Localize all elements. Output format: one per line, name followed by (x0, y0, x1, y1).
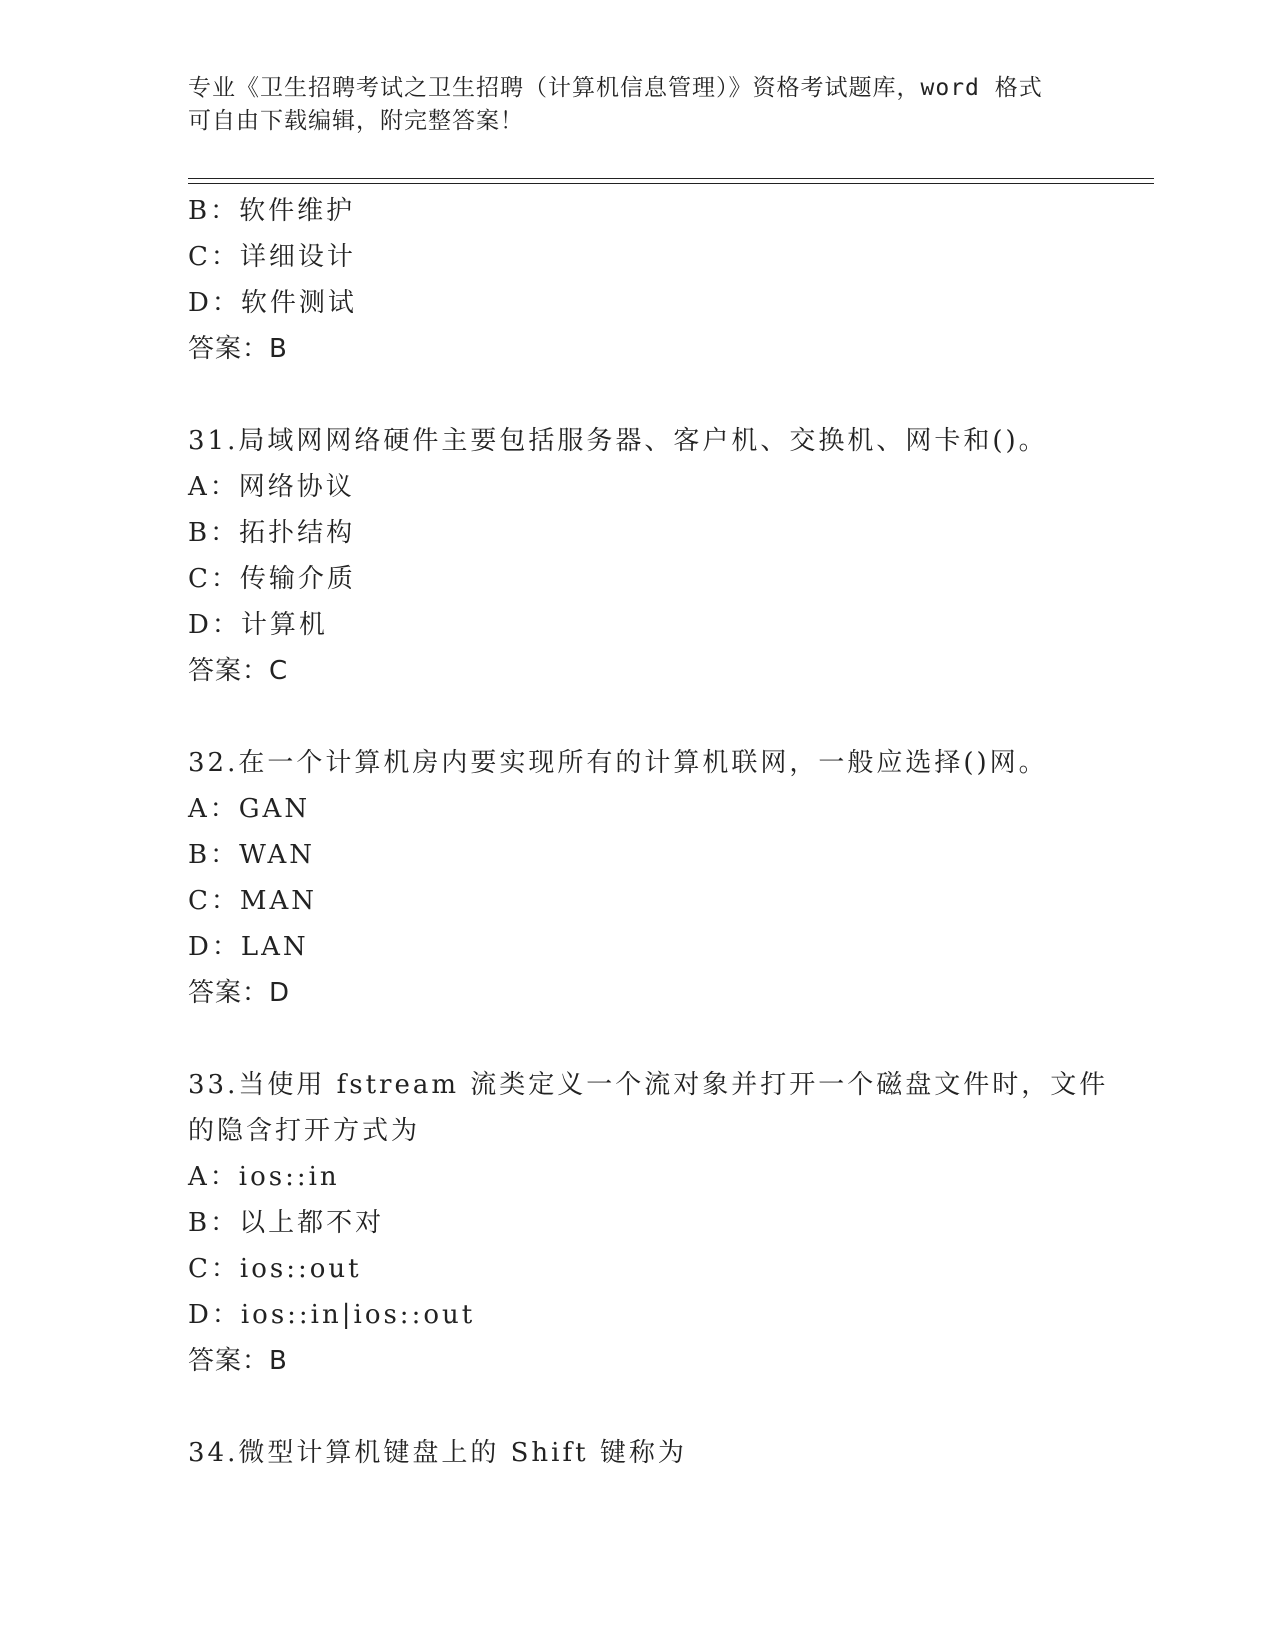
option-b: B：软件维护 (188, 196, 356, 226)
question-32 (188, 740, 1088, 1016)
option-d: D：软件测试 (188, 288, 357, 318)
question-stem-line-1: 33.当使用 fstream 流类定义一个流对象并打开一个磁盘文件时，文件 (188, 1070, 1109, 1100)
spacer (188, 1384, 1088, 1430)
option-c: C：MAN (188, 886, 318, 916)
header-divider-top (188, 178, 1154, 179)
header-line-1: 专业《卫生招聘考试之卫生招聘（计算机信息管理）》资格考试题库，word 格式 (188, 75, 1043, 101)
header-divider-bottom (188, 183, 1154, 184)
spacer (188, 694, 1088, 740)
question-stem: 32.在一个计算机房内要实现所有的计算机联网，一般应选择()网。 (188, 748, 1048, 778)
question-stem: 31.局域网网络硬件主要包括服务器、客户机、交换机、网卡和()。 (188, 426, 1048, 456)
question-stem: 34.微型计算机键盘上的 Shift 键称为 (188, 1438, 687, 1468)
option-d: D：计算机 (188, 610, 328, 640)
question-30-continued (188, 188, 1088, 372)
question-31 (188, 418, 1088, 694)
answer-label: 答案：B (188, 334, 288, 364)
option-c: C：ios::out (188, 1254, 362, 1284)
question-34 (188, 1430, 1088, 1476)
option-d: D：LAN (188, 932, 309, 962)
option-c: C：详细设计 (188, 242, 356, 272)
answer-label: 答案：C (188, 656, 289, 686)
option-b: B：拓扑结构 (188, 518, 356, 548)
question-list (188, 188, 1109, 1476)
document-header (188, 72, 1088, 138)
option-a: A：ios::in (188, 1162, 340, 1192)
option-a: A：网络协议 (188, 472, 355, 502)
spacer (188, 1016, 1088, 1062)
option-b: B：WAN (188, 840, 316, 870)
option-b: B：以上都不对 (188, 1208, 385, 1238)
answer-label: 答案：B (188, 1346, 288, 1376)
option-a: A：GAN (188, 794, 311, 824)
question-33 (188, 1062, 1109, 1384)
answer-label: 答案：D (188, 978, 291, 1008)
header-line-2: 可自由下载编辑，附完整答案！ (188, 108, 524, 134)
question-stem-line-2: 的隐含打开方式为 (188, 1116, 421, 1146)
option-c: C：传输介质 (188, 564, 356, 594)
spacer (188, 372, 1088, 418)
option-d: D：ios::in|ios::out (188, 1300, 476, 1330)
